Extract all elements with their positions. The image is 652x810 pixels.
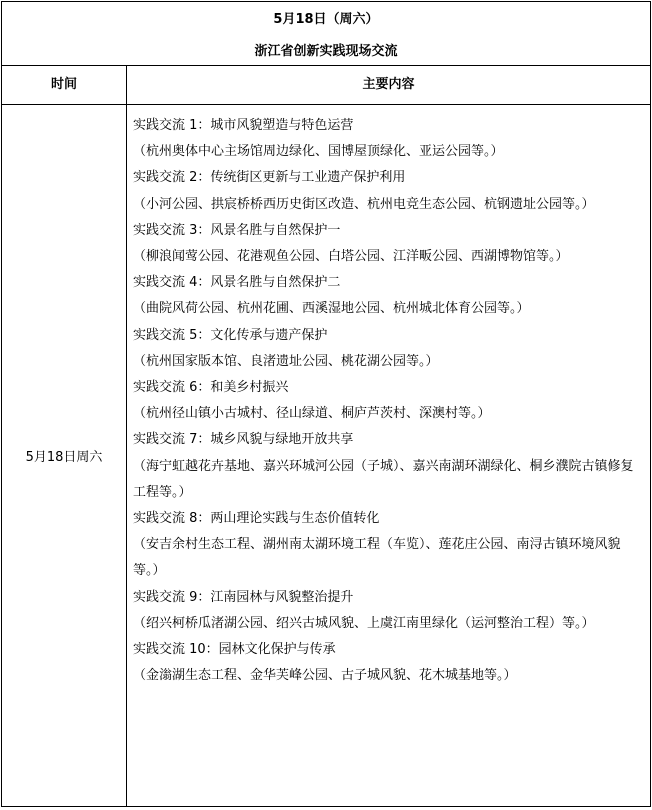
session-title-7: 实践交流 7：城乡风貌与绿地开放共享 bbox=[133, 432, 354, 448]
session-title-2: 实践交流 2：传统街区更新与工业遗产保护利用 bbox=[133, 170, 406, 186]
session-detail-10: （金滃湖生态工程、金华芙峰公园、古子城风貌、花木城基地等。） bbox=[133, 668, 517, 684]
session-detail-9: （绍兴柯桥瓜渚湖公园、绍兴古城风貌、上虞江南里绿化（运河整治工程）等。） bbox=[133, 615, 595, 631]
session-title-9: 实践交流 9：江南园林与风貌整治提升 bbox=[133, 589, 354, 605]
table-header-row bbox=[2, 66, 650, 105]
session-title-4: 实践交流 4：风景名胜与自然保护二 bbox=[133, 275, 341, 291]
session-title-6: 实践交流 6：和美乡村振兴 bbox=[133, 380, 289, 396]
content-cell bbox=[127, 105, 650, 806]
column-header-time: 时间 bbox=[2, 66, 127, 104]
session-detail-5: （杭州国家版本馆、良渚遗址公园、桃花湖公园等。） bbox=[133, 353, 439, 369]
session-title-8: 实践交流 8：两山理论实践与生态价值转化 bbox=[133, 511, 380, 527]
session-detail-6: （杭州径山镇小古城村、径山绿道、桐庐芦茨村、深澳村等。） bbox=[133, 406, 491, 422]
session-detail-1: （杭州奥体中心主场馆周边绿化、国博屋顶绿化、亚运公园等。） bbox=[133, 144, 504, 160]
title-row bbox=[2, 2, 650, 66]
table-row bbox=[2, 105, 650, 806]
session-title-1: 实践交流 1：城市风貌塑造与特色运营 bbox=[133, 118, 354, 133]
session-title-10: 实践交流 10：园林文化保护与传承 bbox=[133, 642, 336, 658]
session-detail-4: （曲院风荷公园、杭州花圃、西溪湿地公园、杭州城北体育公园等。） bbox=[133, 301, 530, 317]
session-detail-3: （柳浪闻莺公园、花港观鱼公园、白塔公园、江洋畈公园、西湖博物馆等。） bbox=[133, 249, 569, 265]
date-label: 5月18日周六 bbox=[25, 450, 103, 465]
column-header-content: 主要内容 bbox=[362, 77, 415, 92]
session-detail-7: （海宁虹越花卉基地、嘉兴环城河公园（子城）、嘉兴南湖环湖绿化、桐乡濮院古镇修复工程等。） bbox=[133, 458, 634, 500]
event-name-title: 浙江省创新实践现场交流 bbox=[254, 44, 398, 59]
session-detail-2: （小河公园、拱宸桥桥西历史街区改造、杭州电竞生态公园、杭钢遗址公园等。） bbox=[133, 196, 595, 212]
session-title-5: 实践交流 5：文化传承与遗产保护 bbox=[133, 327, 328, 343]
event-date-title: 5月18日（周六） bbox=[273, 12, 379, 27]
schedule-table bbox=[1, 1, 651, 807]
session-title-3: 实践交流 3：风景名胜与自然保护一 bbox=[133, 222, 341, 238]
session-detail-8: （安吉余村生态工程、湖州南太湖环境工程（车览）、莲花庄公园、南浔古镇环境风貌等。） bbox=[133, 537, 621, 579]
date-cell bbox=[2, 105, 127, 806]
